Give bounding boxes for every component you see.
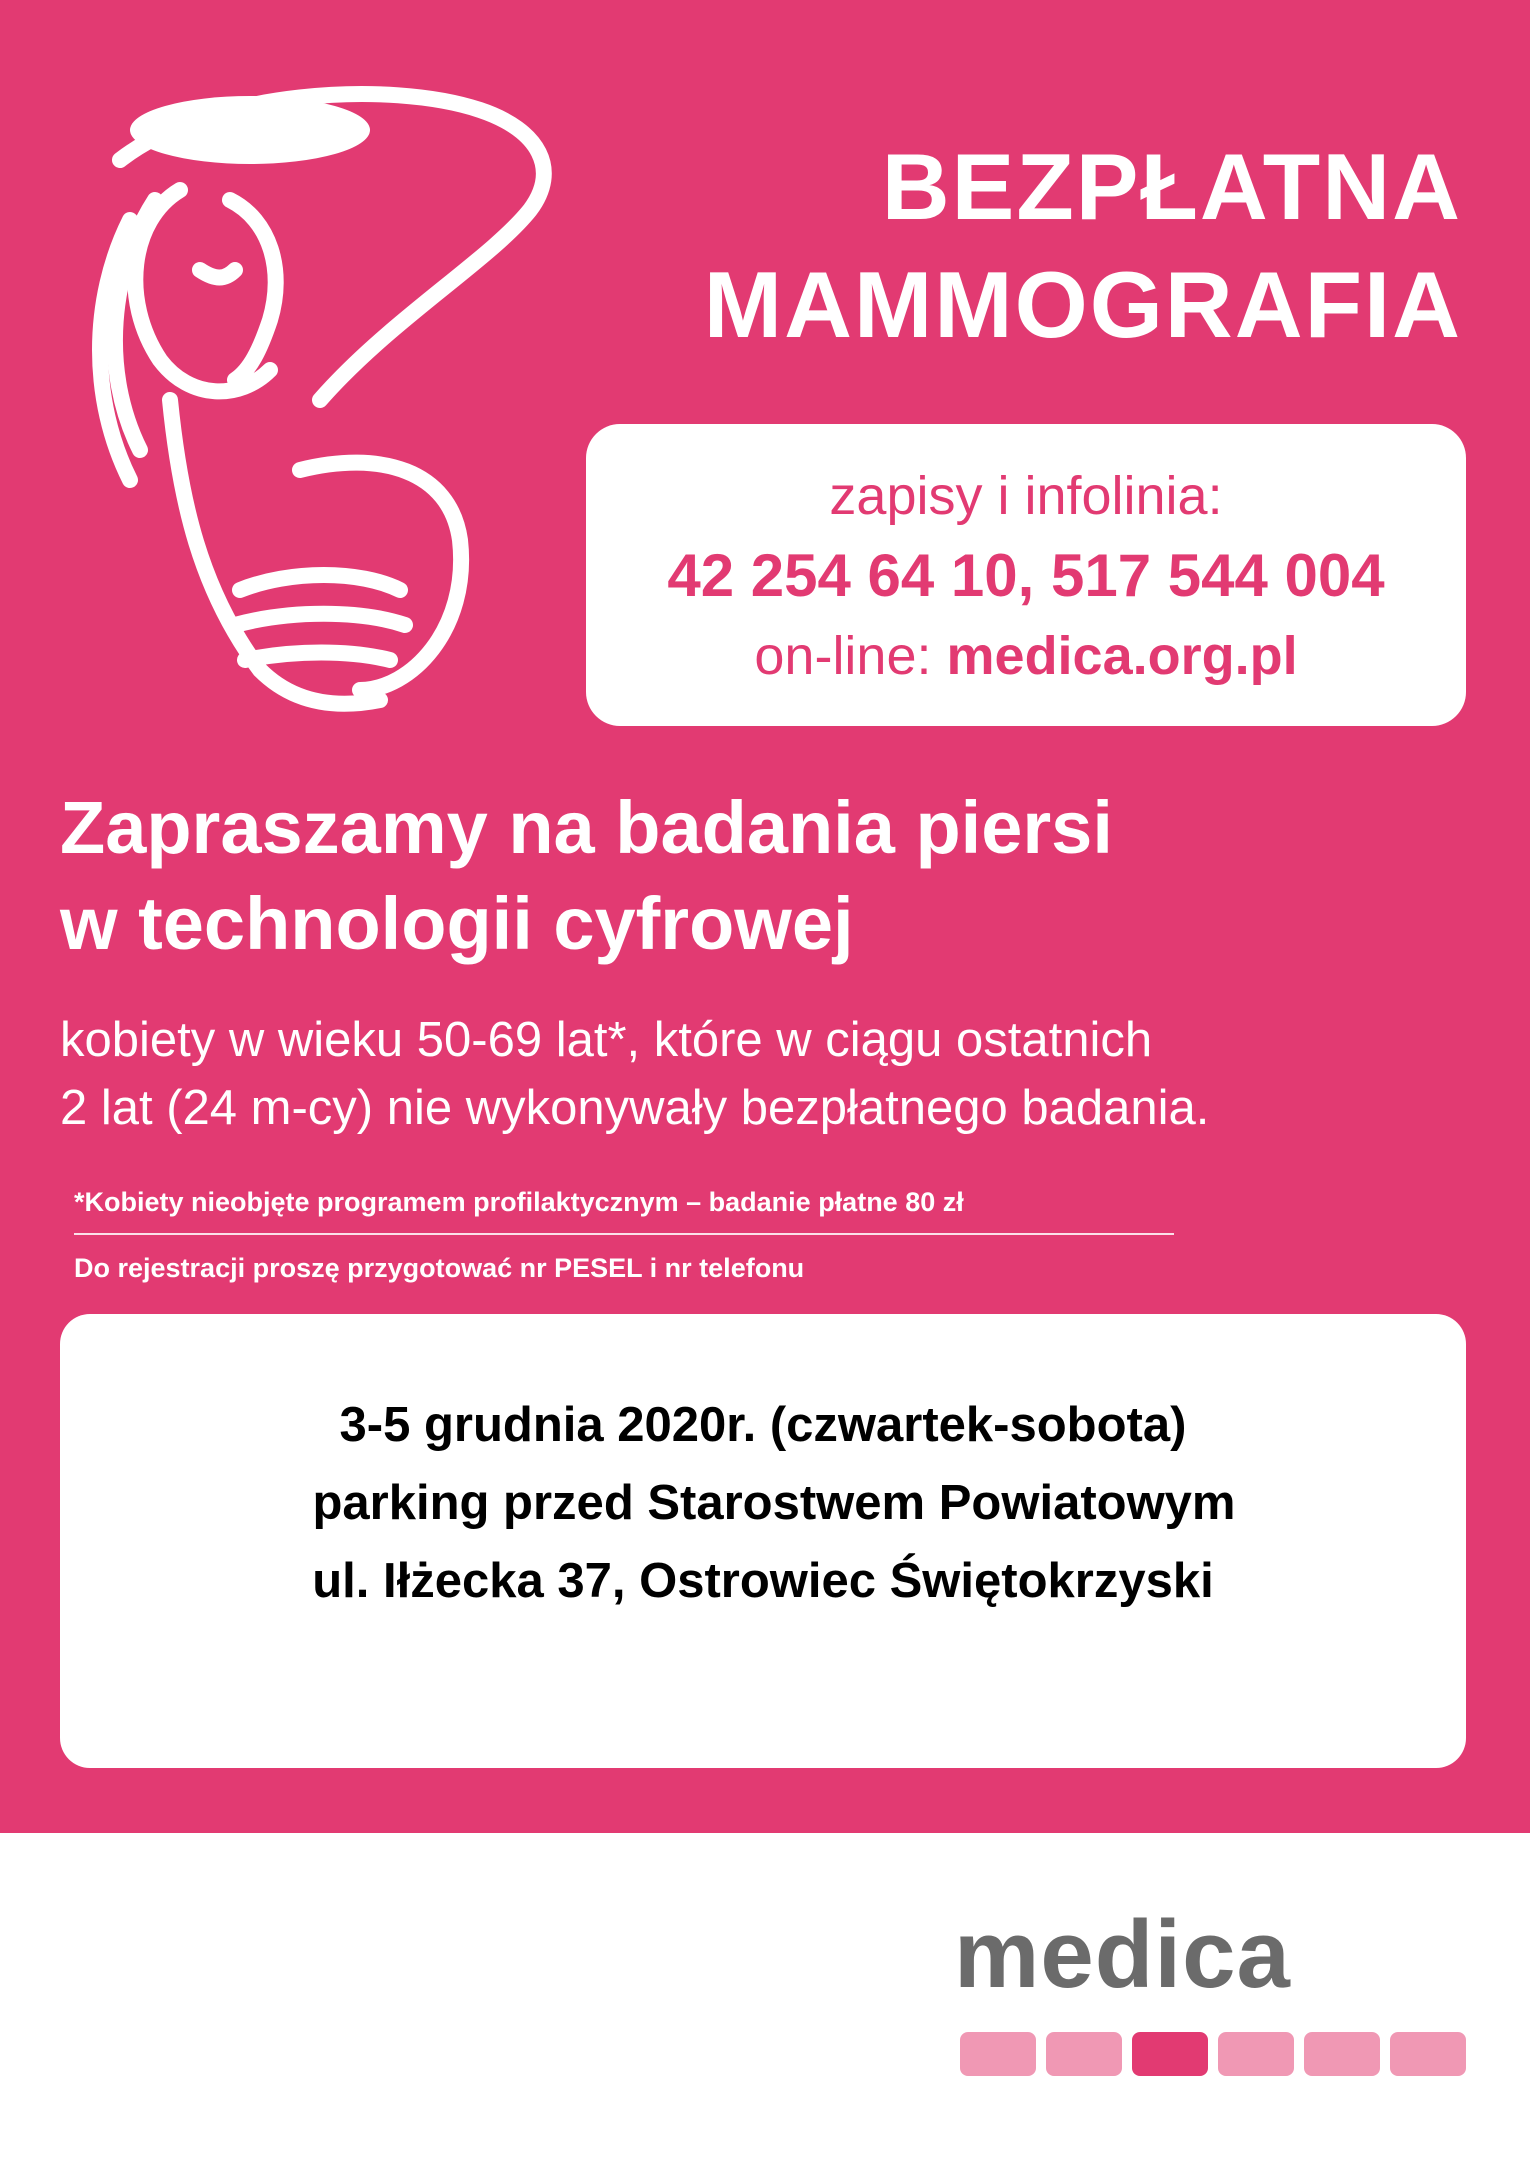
phone-numbers[interactable]: 42 254 64 10, 517 544 004	[667, 542, 1385, 609]
event-date: 3-5 grudnia 2020r. (czwartek-sobota)	[339, 1398, 1187, 1452]
online-prefix: on-line:	[754, 626, 947, 686]
event-place: parking przed Starostwem Powiatowym	[312, 1476, 1236, 1530]
logo-square	[960, 2032, 1036, 2076]
headline-line-2: MAMMOGRAFIA	[703, 252, 1462, 357]
event-details	[60, 1386, 1466, 1620]
logo-squares	[960, 2032, 1466, 2076]
headline-line-1: BEZPŁATNA	[881, 134, 1462, 239]
logo-square	[1046, 2032, 1122, 2076]
target-line-2: 2 lat (24 m-cy) nie wykonywały bezpłatnego badania.	[60, 1081, 1210, 1135]
note-divider	[74, 1233, 1174, 1235]
website-link[interactable]: medica.org.pl	[946, 626, 1298, 686]
target-line-1: kobiety w wieku 50-69 lat*, które w ciągu ostatnich	[60, 1013, 1153, 1067]
logo-square	[1218, 2032, 1294, 2076]
medica-logo: medica	[954, 1901, 1291, 2008]
online-line	[586, 624, 1466, 688]
event-address: ul. Iłżecka 37, Ostrowiec Świętokrzyski	[312, 1554, 1214, 1608]
headline	[602, 128, 1462, 364]
invitation-heading	[60, 780, 1480, 972]
event-box	[60, 1314, 1466, 1768]
contact-label: zapisy i infolinia:	[829, 466, 1223, 526]
invitation-line-2: w technologii cyfrowej	[60, 882, 854, 965]
woman-self-exam-illustration	[60, 70, 570, 730]
registration-note: Do rejestracji proszę przygotować nr PESEL i nr telefonu	[74, 1253, 805, 1283]
invitation-line-1: Zapraszamy na badania piersi	[60, 786, 1113, 869]
logo-square	[1304, 2032, 1380, 2076]
logo-square-active	[1132, 2032, 1208, 2076]
contact-box	[586, 424, 1466, 726]
target-group-text	[60, 1006, 1480, 1142]
paid-exam-note: *Kobiety nieobjęte programem profilaktycznym – badanie płatne 80 zł	[74, 1187, 964, 1217]
logo-square	[1390, 2032, 1466, 2076]
